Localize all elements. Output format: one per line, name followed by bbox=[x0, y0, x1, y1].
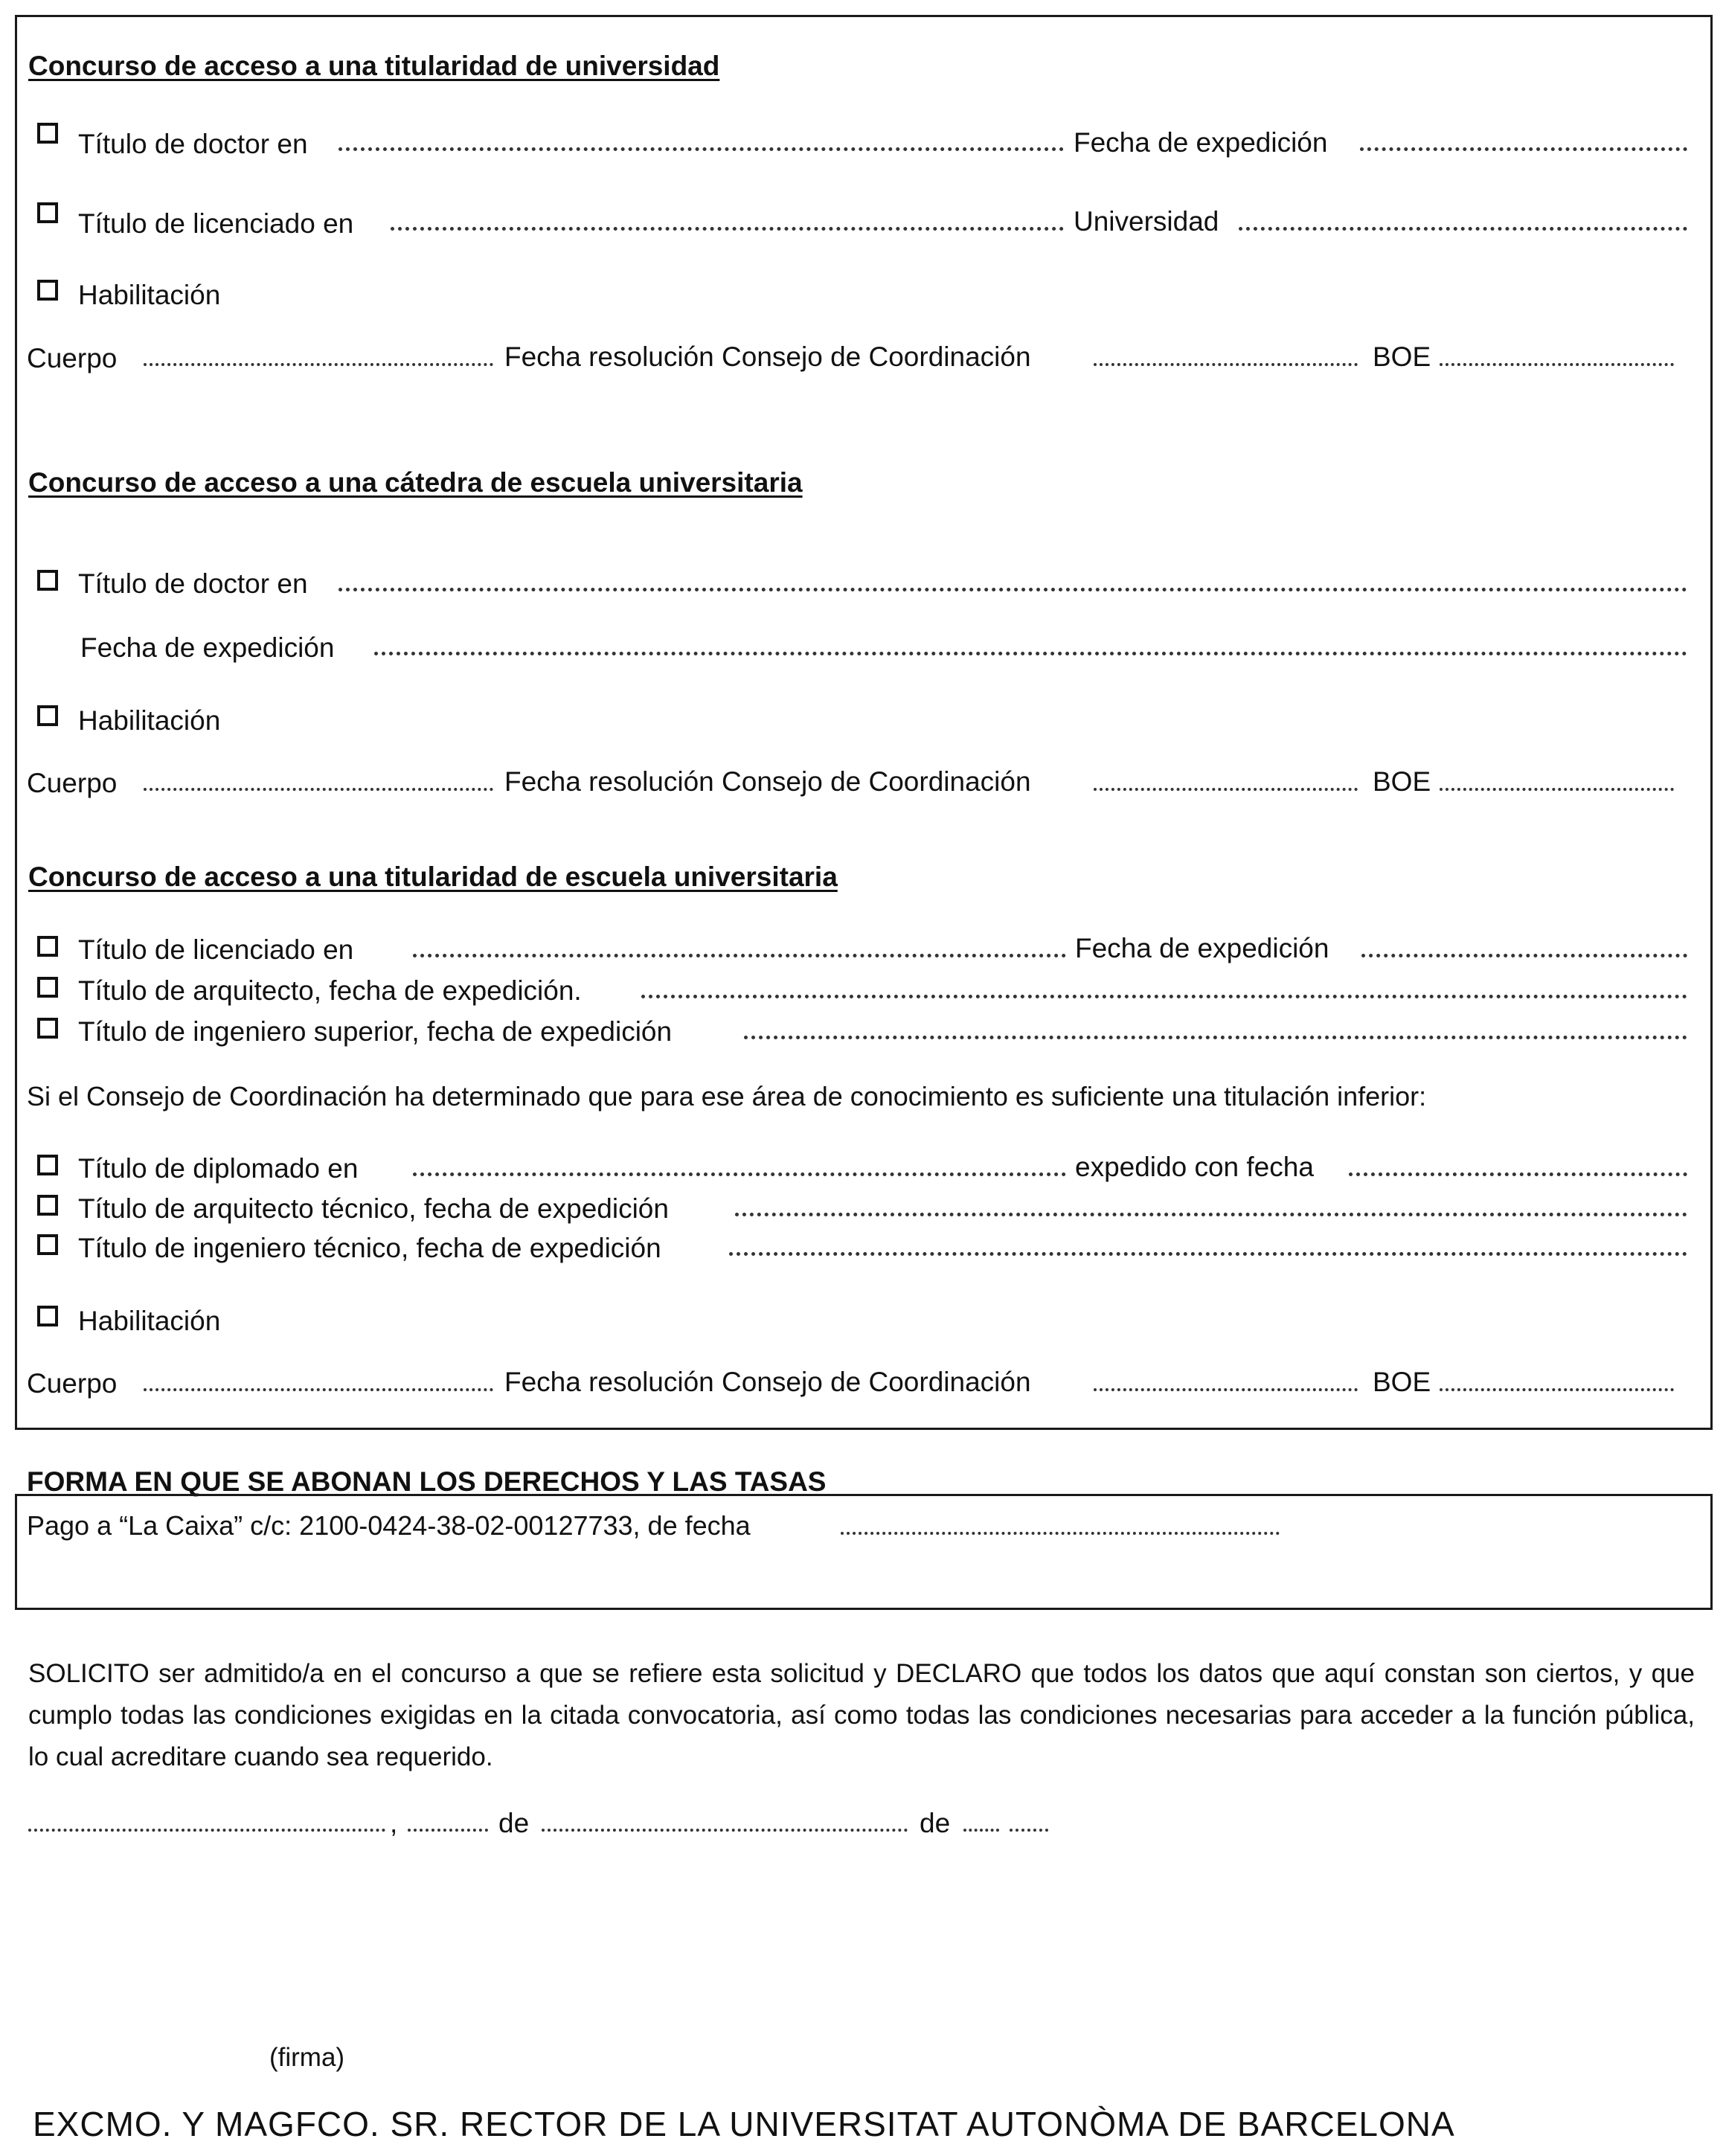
cuerpo-field-2[interactable] bbox=[144, 788, 493, 791]
fecha-resolucion-label-3: Fecha resolución Consejo de Coordinación bbox=[504, 1367, 1031, 1397]
checkbox-arquitecto-tecnico[interactable] bbox=[37, 1195, 58, 1216]
diplomado-label: Título de diplomado en bbox=[78, 1153, 359, 1184]
year-field-1[interactable] bbox=[963, 1829, 999, 1832]
checkbox-habilitacion-3[interactable] bbox=[37, 1306, 58, 1326]
checkbox-licenciado[interactable] bbox=[37, 202, 58, 223]
cuerpo-field[interactable] bbox=[144, 363, 493, 366]
checkbox-habilitacion-2[interactable] bbox=[37, 705, 58, 726]
expedido-label: expedido con fecha bbox=[1075, 1152, 1314, 1182]
ingeniero-tecnico-label: Título de ingeniero técnico, fecha de expedición bbox=[78, 1233, 661, 1263]
cuerpo-field-3[interactable] bbox=[144, 1388, 493, 1391]
date-de-2: de bbox=[920, 1808, 951, 1838]
habilitacion-label: Habilitación bbox=[78, 280, 221, 310]
month-field[interactable] bbox=[542, 1829, 908, 1832]
licenciado-field[interactable] bbox=[391, 227, 1064, 231]
boe-label-2: BOE bbox=[1373, 766, 1431, 797]
boe-label: BOE bbox=[1373, 341, 1431, 372]
fecha-expedicion-field-3[interactable] bbox=[1361, 954, 1687, 957]
section1-heading: Concurso de acceso a una titularidad de universidad bbox=[28, 51, 720, 81]
payment-date-field[interactable] bbox=[841, 1532, 1280, 1535]
checkbox-ingeniero-tecnico[interactable] bbox=[37, 1234, 58, 1255]
checkbox-ingeniero-superior[interactable] bbox=[37, 1018, 58, 1039]
fecha-expedicion-field-2[interactable] bbox=[374, 652, 1687, 655]
habilitacion-label-2: Habilitación bbox=[78, 705, 221, 736]
ingeniero-superior-label: Título de ingeniero superior, fecha de expedición bbox=[78, 1016, 673, 1047]
ingeniero-tecnico-field[interactable] bbox=[729, 1252, 1687, 1256]
declaration-text: SOLICITO ser admitido/a en el concurso a que se refiere esta solicitud y DECLARO que todos los datos que aquí constan son ciertos, y que cumplo todas las condiciones exigidas en la citada convocatoria, así como todas las condiciones necesarias para acceder a la función pública, lo cual acreditare cuando sea requerido. bbox=[28, 1659, 1695, 1771]
checkbox-diplomado[interactable] bbox=[37, 1155, 58, 1175]
cuerpo-label-3: Cuerpo bbox=[27, 1368, 118, 1399]
payment-heading: FORMA EN QUE SE ABONAN LOS DERECHOS Y LAS TASAS bbox=[27, 1466, 827, 1497]
licenciado-field-3[interactable] bbox=[413, 954, 1066, 957]
cuerpo-label-2: Cuerpo bbox=[27, 768, 118, 798]
universidad-label: Universidad bbox=[1074, 206, 1219, 237]
year-field-2[interactable] bbox=[1010, 1829, 1048, 1832]
signature-label: (firma) bbox=[269, 2043, 345, 2072]
fecha-resolucion-field[interactable] bbox=[1094, 363, 1358, 366]
fecha-resolucion-field-2[interactable] bbox=[1094, 788, 1358, 791]
checkbox-doctor-2[interactable] bbox=[37, 570, 58, 591]
checkbox-habilitacion[interactable] bbox=[37, 280, 58, 301]
day-field[interactable] bbox=[408, 1829, 488, 1832]
doctor-field[interactable] bbox=[339, 147, 1064, 151]
arquitecto-field[interactable] bbox=[641, 995, 1687, 998]
comma: , bbox=[390, 1808, 398, 1838]
boe-label-3: BOE bbox=[1373, 1367, 1431, 1397]
doctor-field-2[interactable] bbox=[339, 588, 1687, 591]
date-de-1: de bbox=[498, 1808, 530, 1838]
ingeniero-superior-field[interactable] bbox=[744, 1036, 1687, 1039]
habilitacion-label-3: Habilitación bbox=[78, 1306, 221, 1336]
arquitecto-label: Título de arquitecto, fecha de expedición. bbox=[78, 975, 582, 1006]
boe-field-2[interactable] bbox=[1440, 788, 1674, 791]
checkbox-doctor[interactable] bbox=[37, 123, 58, 144]
fecha-resolucion-field-3[interactable] bbox=[1094, 1388, 1358, 1391]
fecha-expedicion-label: Fecha de expedición bbox=[1074, 127, 1328, 158]
cuerpo-label: Cuerpo bbox=[27, 343, 118, 373]
fecha-expedicion-label-3: Fecha de expedición bbox=[1075, 933, 1329, 963]
checkbox-licenciado-3[interactable] bbox=[37, 936, 58, 957]
doctor-label: Título de doctor en bbox=[78, 129, 308, 159]
section2-heading: Concurso de acceso a una cátedra de escuela universitaria bbox=[28, 467, 803, 498]
boe-field[interactable] bbox=[1440, 363, 1674, 366]
section3-heading: Concurso de acceso a una titularidad de escuela universitaria bbox=[28, 862, 838, 892]
universidad-field[interactable] bbox=[1239, 227, 1687, 231]
fecha-resolucion-label-2: Fecha resolución Consejo de Coordinación bbox=[504, 766, 1031, 797]
payment-text: Pago a “La Caixa” c/c: 2100-0424-38-02-00127733, de fecha bbox=[27, 1510, 751, 1541]
arquitecto-tecnico-label: Título de arquitecto técnico, fecha de expedición bbox=[78, 1193, 669, 1224]
fecha-expedicion-field[interactable] bbox=[1360, 147, 1687, 151]
diplomado-field[interactable] bbox=[413, 1172, 1066, 1176]
place-field[interactable] bbox=[28, 1829, 385, 1832]
expedido-field[interactable] bbox=[1349, 1172, 1687, 1176]
titulacion-inferior-note: Si el Consejo de Coordinación ha determinado que para ese área de conocimiento es suficiente una titulación inferior: bbox=[27, 1081, 1427, 1111]
addressee: EXCMO. Y MAGFCO. SR. RECTOR DE LA UNIVERSITAT AUTONÒMA DE BARCELONA bbox=[33, 2105, 1455, 2143]
licenciado-label-3: Título de licenciado en bbox=[78, 934, 354, 965]
licenciado-label: Título de licenciado en bbox=[78, 208, 354, 239]
doctor-label-2: Título de doctor en bbox=[78, 568, 308, 599]
fecha-resolucion-label: Fecha resolución Consejo de Coordinación bbox=[504, 341, 1031, 372]
checkbox-arquitecto[interactable] bbox=[37, 977, 58, 998]
fecha-expedicion-label-2: Fecha de expedición bbox=[80, 632, 335, 663]
arquitecto-tecnico-field[interactable] bbox=[735, 1213, 1687, 1216]
boe-field-3[interactable] bbox=[1440, 1388, 1674, 1391]
